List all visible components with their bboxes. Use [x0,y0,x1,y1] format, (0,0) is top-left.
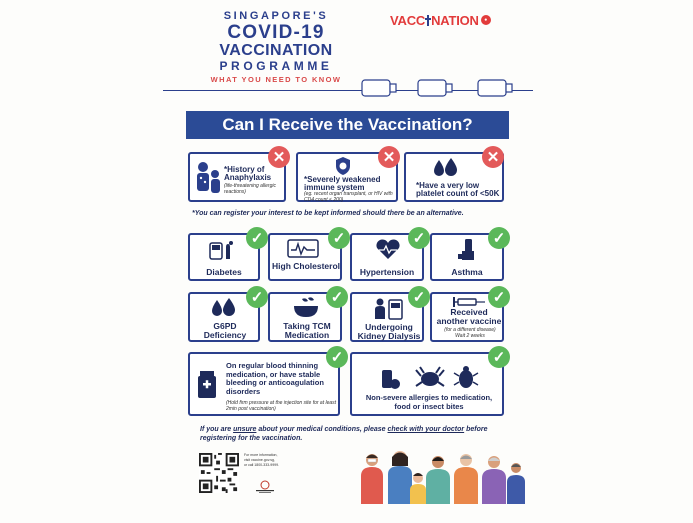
eligible-check-icon: ✓ [328,227,350,249]
anaphylaxis-label: *History of Anaphylaxis [224,165,272,182]
card-immune-system [296,149,398,203]
immune-sub: (eg. recent organ transplant, or HIV with CD4 count < 200) [304,191,393,203]
eligible-check-icon: ✓ [488,286,510,308]
inhaler-icon [456,238,480,262]
cholesterol-label: High Cholesterol [272,261,341,271]
card-asthma [430,230,506,281]
eligible-check-icon: ✓ [408,227,430,249]
blood-drops-icon [210,298,236,318]
not-eligible-x-icon: ✕ [482,146,504,168]
card-diabetes [188,230,264,281]
title-line-3: VACCINATION [219,42,333,59]
title-line-4: PROGRAMME [219,59,333,73]
vaccine-vials-icon [360,76,530,100]
allergies-label: Non-severe allergies to medication, food or insect bites [365,393,493,411]
eligible-check-icon: ✓ [246,286,268,308]
card-hypertension [350,230,426,281]
not-eligible-x-icon: ✕ [378,146,400,168]
blood-thinning-label: On regular blood thinning medication, or have stable bleeding or anticoagulation disorders [226,361,324,396]
glucose-meter-icon [208,239,236,261]
card-non-severe-allergies [350,349,506,416]
g6pd-label: G6PD Deficiency [203,321,247,340]
title-line-2: COVID-19 [227,22,325,43]
card-blood-thinning [188,349,344,416]
brand-part-1: VACC [390,12,426,28]
asthma-label: Asthma [451,267,483,277]
hypertension-label: Hypertension [359,267,415,277]
cholesterol-monitor-icon [286,238,320,260]
allergy-icons [380,364,480,390]
question-banner: Can I Receive the Vaccination? [186,111,509,139]
medication-bottle-icon [196,370,218,400]
another-vaccine-label: Received another vaccine [436,307,502,326]
immune-label: *Severely weakened immune system [304,175,381,192]
blood-thinning-sub: (Hold firm pressure at the injection site for at least 2min post vaccination) [226,400,337,412]
another-vaccine-sub: (for a different disease) Wait 2 weeks [444,327,496,339]
heart-pulse-icon [374,239,402,261]
doctor-advice-note: If you are unsure about your medical conditions, please check with your doctor before registering for the vaccination. [200,426,488,442]
eligible-check-icon: ✓ [326,346,348,368]
card-kidney-dialysis [350,289,426,342]
qr-code-icon[interactable] [199,453,239,493]
alternative-note: *You can register your interest to be kept informed should there be an alternative. [192,210,464,217]
card-another-vaccine [430,289,506,342]
poster-title [196,10,356,84]
ministry-of-health-logo [254,480,276,494]
anaphylaxis-sub: (life-threatening allergic reactions) [224,183,276,195]
eligible-check-icon: ✓ [408,286,430,308]
herbal-bowl-icon [292,297,320,319]
platelet-label: *Have a very low platelet count of <50K [416,181,500,198]
card-high-cholesterol [268,230,346,281]
card-anaphylaxis [188,149,286,202]
info-text: For more information, visit vaccine.gov.sg, or call 1800-333-9999. [244,453,280,467]
eligible-check-icon: ✓ [326,286,348,308]
family-illustration [356,448,526,504]
card-g6pd [188,289,264,342]
tcm-label: Taking TCM Medication [283,321,331,340]
eligible-check-icon: ✓ [488,346,510,368]
card-low-platelet [404,149,504,202]
diabetes-label: Diabetes [206,267,242,277]
anaphylaxis-person-icon [194,160,222,198]
brand-badge-icon: ● [481,15,491,25]
card-tcm [268,289,344,342]
brand-part-2: NATION [431,12,479,28]
vaccination-brand-logo [390,10,491,30]
dialysis-label: Undergoing Kidney Dialysis [357,322,421,341]
eligible-check-icon: ✓ [488,227,510,249]
dialysis-machine-icon [372,297,404,321]
blood-drops-icon [432,158,458,178]
eligible-check-icon: ✓ [246,227,268,249]
title-line-1: SINGAPORE'S [223,10,329,22]
not-eligible-x-icon: ✕ [268,146,290,168]
virus-shield-icon [334,156,352,176]
title-tagline: WHAT YOU NEED TO KNOW [210,75,342,84]
